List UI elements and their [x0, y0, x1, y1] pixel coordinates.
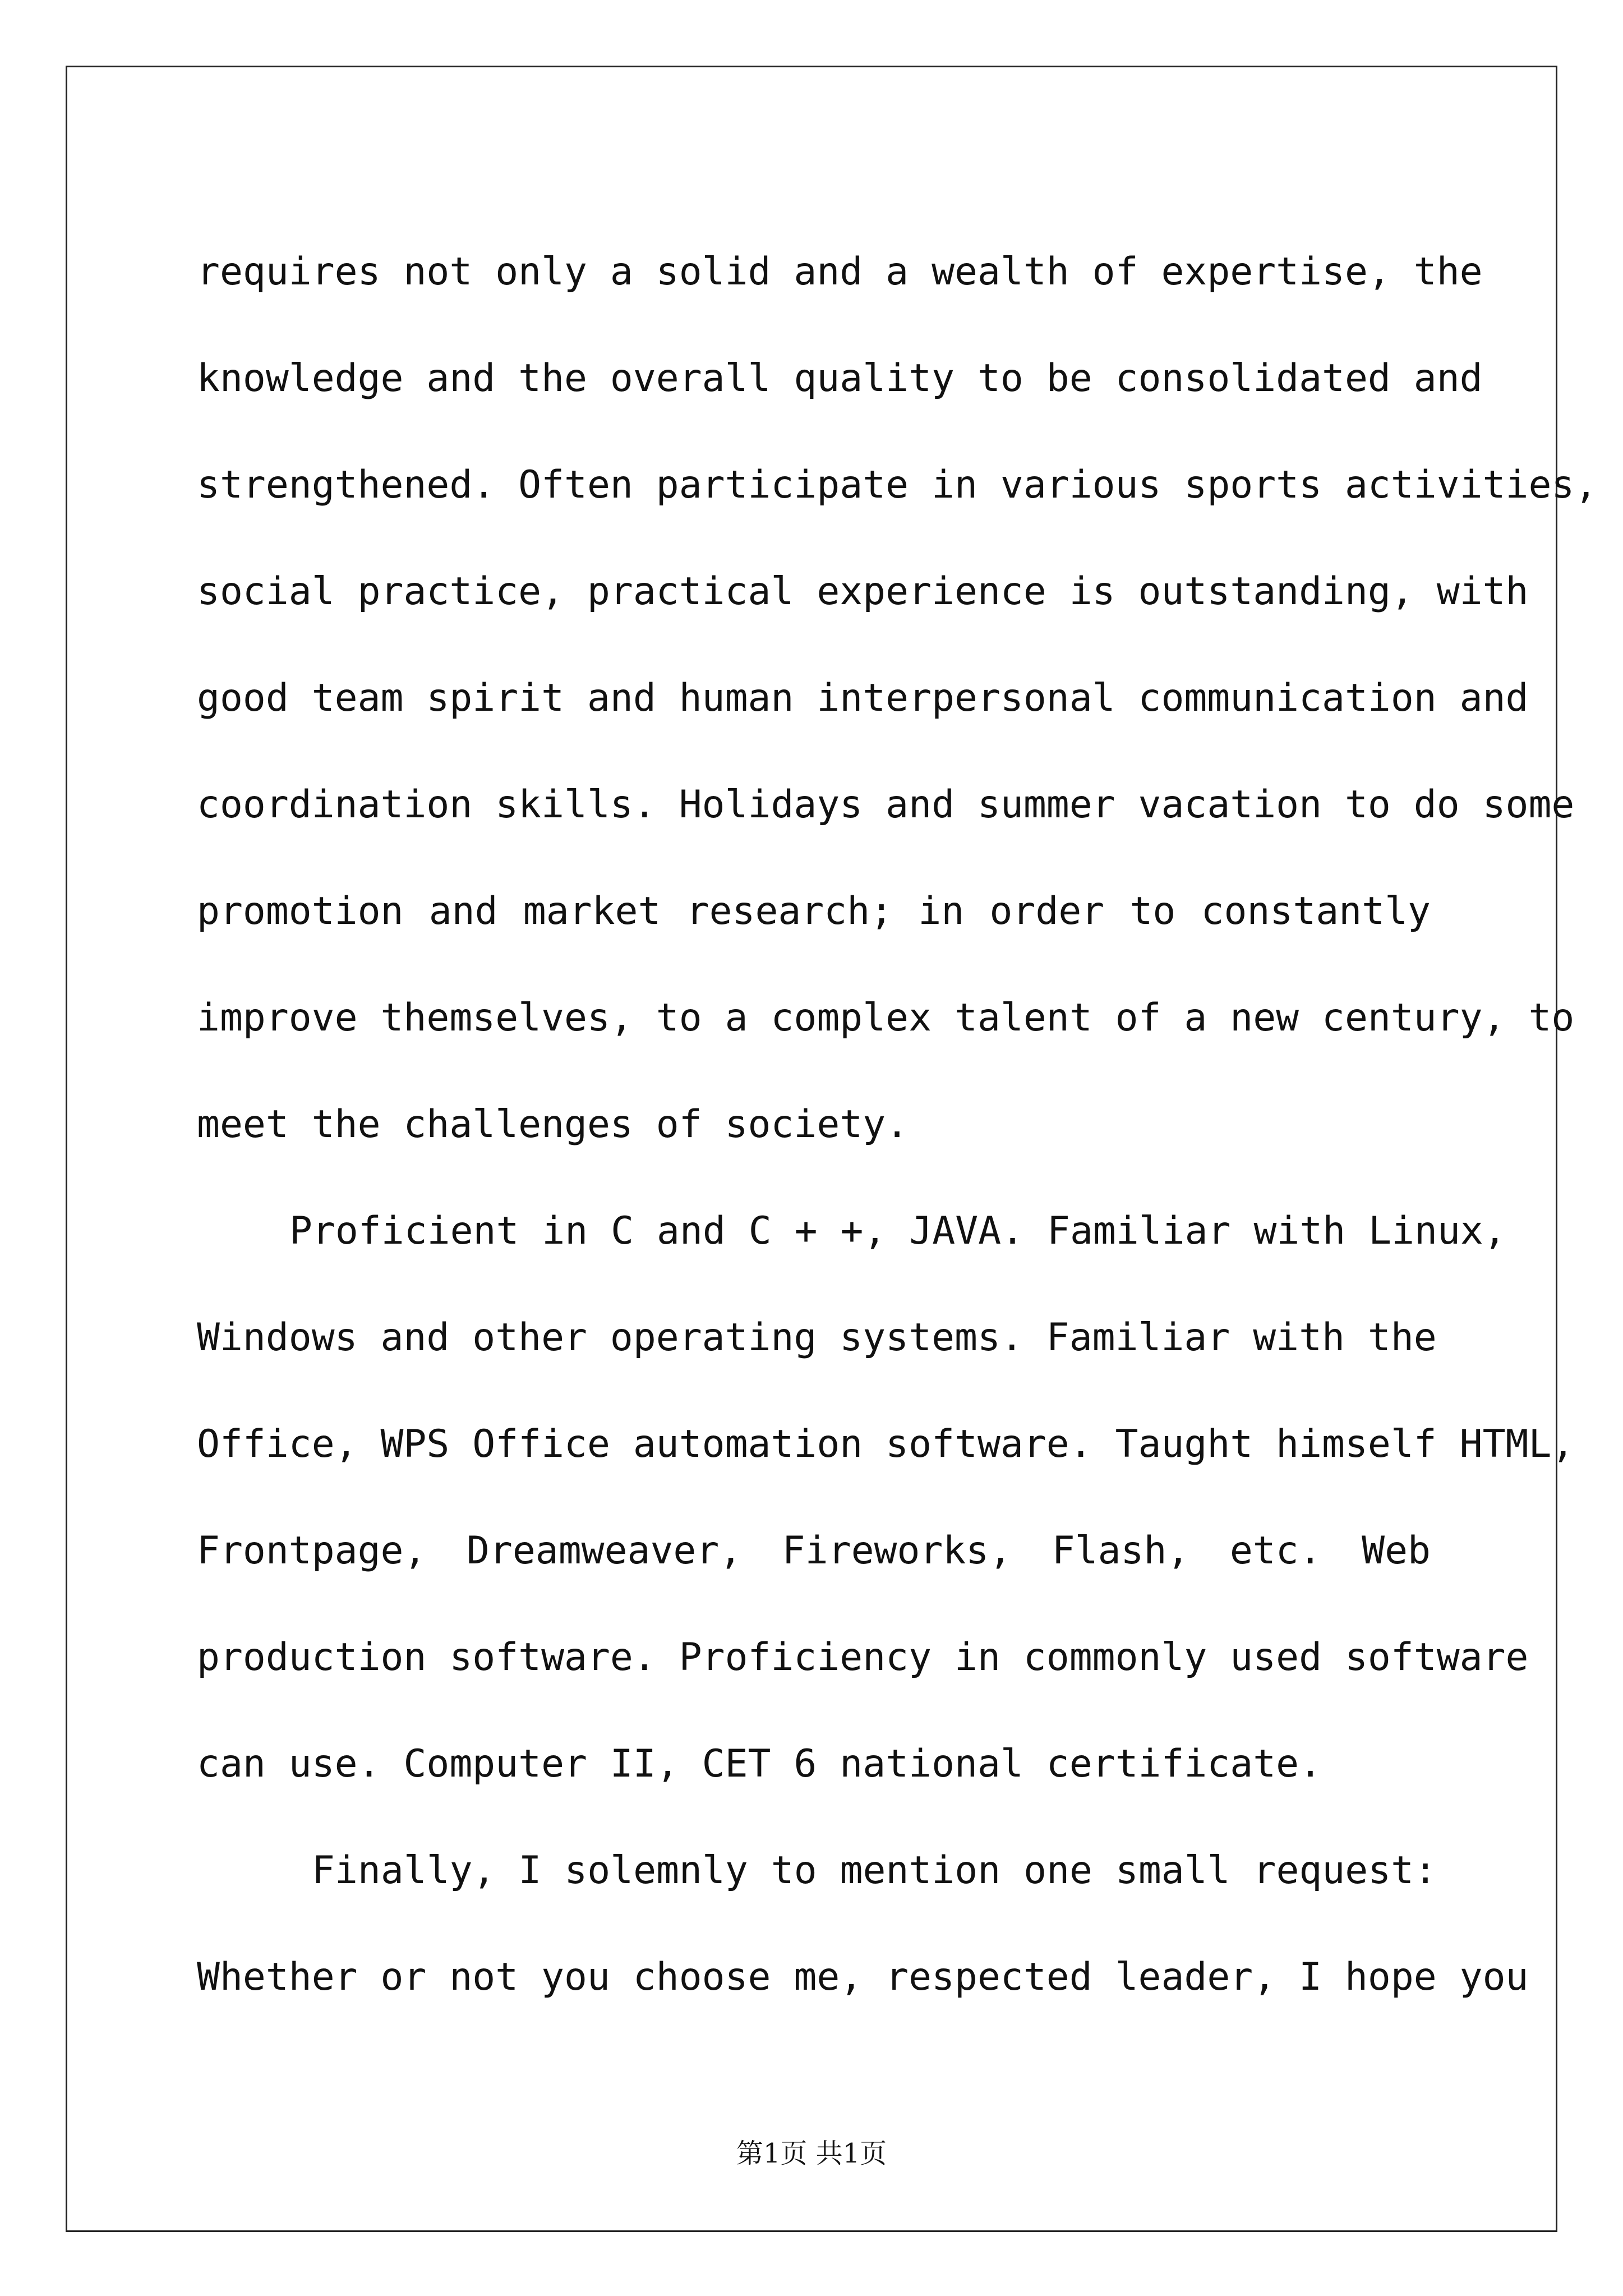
body-line: knowledge and the overall quality to be consolidated and — [197, 356, 1483, 401]
page-number-footer: 第1页 共1页 — [736, 2138, 887, 2169]
body-line: production software. Proficiency in commonly used software — [197, 1635, 1529, 1680]
paragraph-start-line: Finally, I solemnly to mention one small request: — [312, 1848, 1437, 1893]
body-line: meet the challenges of society. — [197, 1102, 909, 1147]
body-line: Frontpage, Dreamweaver, Fireworks, Flash, etc. Web — [197, 1529, 1431, 1573]
document-body — [197, 219, 1598, 2031]
paragraph-start-line: Proficient in C and C + +, JAVA. Familiar with Linux, — [289, 1209, 1506, 1253]
body-line: Office, WPS Office automation software. Taught himself HTML, — [197, 1422, 1575, 1466]
body-line: requires not only a solid and a wealth of expertise, the — [197, 250, 1483, 294]
body-line: coordination skills. Holidays and summer vacation to do some — [197, 783, 1575, 827]
body-line: strengthened. Often participate in various sports activities, — [197, 463, 1598, 507]
body-line: good team spirit and human interpersonal communication and — [197, 676, 1529, 720]
body-line: improve themselves, to a complex talent of a new century, to — [197, 996, 1575, 1040]
body-line: can use. Computer II, CET 6 national certificate. — [197, 1742, 1322, 1786]
body-line: promotion and market research; in order to constantly — [197, 889, 1431, 933]
body-line: Whether or not you choose me, respected leader, I hope you — [197, 1955, 1529, 1999]
body-line: Windows and other operating systems. Familiar with the — [197, 1315, 1437, 1360]
body-line: social practice, practical experience is outstanding, with — [197, 569, 1529, 614]
